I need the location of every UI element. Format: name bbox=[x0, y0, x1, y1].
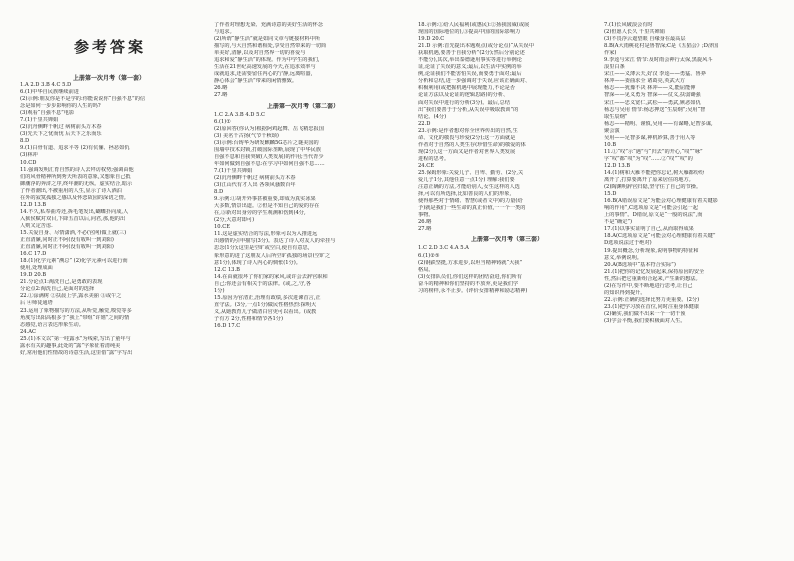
answer-line: 20.A(B选项中“基本符合实际”) bbox=[604, 261, 676, 268]
answer-line: 响的作用”,C选项原文是“可能会引起一起 bbox=[604, 205, 698, 212]
answer-line: 16.C 17.D bbox=[20, 251, 47, 258]
answer-line: 23.(1)把学习放在首位,同时注重身体健康 bbox=[604, 303, 700, 310]
answer-line: 注意正确的方法,才能给别人,女生这样的人选 bbox=[418, 184, 520, 191]
answer-line: 角度写出阳高根多于“我上”带组“许嬉”之间的情 bbox=[20, 314, 130, 321]
answer-line: 们的风骨精神所到秀天所表的意象,又想象自己抵 bbox=[20, 173, 131, 180]
answer-line: 子有方 2分,性格和情节各1分) bbox=[214, 315, 283, 322]
answer-line: 获取机遇,要善于自我分析”(2分);然后分别论述 bbox=[418, 50, 525, 57]
answer-line: 17.(1)以事实证明了自己,从而取得成果 bbox=[604, 226, 694, 233]
answer-line: 奋斗的精神和你们坚持的不放弃,更是我们学 bbox=[418, 280, 519, 287]
answer-line: 22.①涂满树 ②扶晨上学,露水美丽 ③或午之 bbox=[20, 293, 122, 300]
answer-line: 杨志与吴用 情节:杨志押送“生辰纲”;吴用“智 bbox=[604, 106, 706, 113]
answer-line: 18.示例:①给人民福利(或惠民):②扬我国威(或展 bbox=[418, 22, 530, 28]
answer-line: 6.(1)②⑤ bbox=[418, 252, 440, 259]
answer-line: 9.示例:①胡开外事甚被重要,却成为真实冰果 bbox=[214, 196, 316, 203]
answer-line: 23.示例:是作者想对你全世界传出的自然,生 bbox=[418, 127, 518, 134]
answer-line: 现国的国际地位的),③提高中国的国际影响力 bbox=[418, 29, 521, 36]
answer-line: (2)在写作中,要不断地进行思考,让自己 bbox=[604, 282, 693, 289]
answer-line: 围墙中技术封锁,打破国际垄断,展现了中华民族 bbox=[214, 146, 322, 153]
answer-line: 9.(1)白骨有道、追求平等 (2)有伉俪、拯恶如仇 bbox=[20, 145, 130, 152]
answer-line: 例,论证我们不能害怕失误,而要勇于面对;最后 bbox=[418, 71, 522, 78]
answer-line: 22.D bbox=[418, 120, 431, 127]
answer-line: 御潮浮的奔浒之序,终年潮的无纵。虚实结合,暗示 bbox=[20, 180, 133, 187]
answer-line: 21.分论点1:淘洗自己,是勇敢的表现 bbox=[20, 279, 103, 286]
answer-line: 25.保姆形象:关爱儿子、自卑、勤劳、(2分,关 bbox=[418, 169, 524, 176]
answer-line: 23.运用了象物描写的方法,从听觉,触觉,嗅觉等多 bbox=[20, 307, 132, 314]
answer-line: 27.略 bbox=[214, 92, 228, 99]
answer-line: 宋江——义薄云天,好汉 李逵——勇猛、鲁莽 bbox=[604, 71, 706, 78]
answer-line: 22.示例:正确的选择比努力更重要。(2分) bbox=[604, 296, 700, 303]
answer-line: 15.D bbox=[604, 191, 617, 198]
answer-line: 24.AC bbox=[20, 328, 36, 335]
answer-line: 态感觉,语言表达形象生动。 bbox=[20, 321, 84, 328]
answer-line: 现(2分),这一方面又是作者对世界人类发展 bbox=[418, 148, 516, 155]
answer-line: 格局。 bbox=[418, 266, 434, 273]
answer-line: 追求和爱“静生活”的体现。作为中学生的我们, bbox=[214, 57, 320, 64]
answer-line: 1分) bbox=[214, 287, 225, 294]
answer-line: 12.D 13.B bbox=[20, 201, 47, 208]
answer-line: (3)女排队员们,你们这样的团结奋进,你们所有 bbox=[418, 273, 523, 280]
answer-line: 使得那些对于情绪、智慧(或者文中)的力量(给 bbox=[418, 198, 523, 205]
answer-column-4 bbox=[604, 22, 782, 325]
answer-line: 积极利用(或把握机遇中展现能力,不论是否 bbox=[418, 85, 516, 92]
answer-line: 命、文化的敬畏与珍爱(2分);这一方面就是 bbox=[418, 134, 516, 141]
answer-column-1 bbox=[20, 82, 198, 357]
answer-line: 分论点2:淘洗自己,是面对的选择 bbox=[20, 286, 95, 293]
answer-line: 事物。 bbox=[418, 212, 434, 219]
answer-line: 人则又定苦虑. bbox=[20, 222, 53, 229]
answer-line: (2)示例:朋友你是不是学的:你能说说你“自强不息”的信 bbox=[20, 96, 146, 103]
answer-line: 年如何做到自强不息:在学习中如何自强不息…… bbox=[214, 160, 325, 167]
answer-line: 浪里白条 bbox=[604, 64, 625, 71]
answer-column-2 bbox=[214, 22, 392, 330]
page-title: 参考答案 bbox=[73, 38, 146, 56]
answer-line: 杨志——精明、谨慎,吴用——有谋略,足智多谋, bbox=[604, 120, 713, 127]
answer-line: 意义,举例说明。 bbox=[604, 254, 642, 261]
answer-line: 出“我们要善于于分析,从失误中吸取教训”的 bbox=[418, 106, 519, 113]
answer-line: 思念(1分);这里是空旷或空白,使自有意思, bbox=[214, 245, 310, 252]
answer-line: 上的事情”。D错误,原文是“一般的说法”,而 bbox=[604, 212, 703, 219]
answer-line: 出感情的引申描写(3分)。表达了诗人对友人的牵挂与 bbox=[214, 238, 336, 245]
answer-line: (2)但愿人长久 千里共婵娟 bbox=[604, 29, 665, 36]
answer-line: 18.A(C选项原文是“可能会对心理健康有着关键” bbox=[604, 233, 716, 240]
answer-line: 面对失误中进行的分析(3分)。最后,总结 bbox=[418, 99, 510, 106]
answer-line: 21.D 示例:首先提出本题观点(或分论点)“从失误中 bbox=[418, 43, 534, 50]
answer-line: 在,③新对出身旁的学生观测和伤到(4分, bbox=[214, 210, 306, 217]
answer-line: 大多数,情景出道。②但是不知自己的爱的存在 bbox=[214, 203, 320, 210]
answer-line: 论证方法以及论证的逻辑思路)的分析、 bbox=[418, 92, 509, 99]
answer-line: 露水有关的趣事,此处的“露”字象征着清纯美 bbox=[20, 342, 121, 349]
answer-line: 爱儿子1分,其他任意一点1分) 理解:我们要 bbox=[418, 177, 515, 184]
answer-line: (2)沉舟侧畔千帆过 病树前头万木春 bbox=[214, 174, 296, 181]
answer-line: 证,论证了失误的意义;最后,以生活中实例的举 bbox=[418, 64, 522, 71]
answer-line: 16.D 17.C bbox=[214, 322, 241, 329]
answer-line: 21.(1)把你的记忆发展起来,保持原因的安全 bbox=[604, 268, 705, 275]
answer-line: 义,从她教育儿子做清白官吏可以看出。(或教 bbox=[214, 308, 317, 315]
answer-line: 生活在21世纪高速发展的今天,在追求效率与 bbox=[214, 64, 316, 71]
answer-line: 自强不息和自我突破(人类发展)的作用;当代青少 bbox=[214, 153, 324, 160]
answer-line: 林冲——委曲求全 诸葛亮,英武大方 bbox=[604, 78, 686, 85]
answer-line: (2)所谓“静生活”就是如同文章与链接材料中所 bbox=[214, 36, 321, 43]
answer-line: 使用,处理成面 bbox=[20, 265, 53, 272]
answer-line: 不是“确定”) bbox=[604, 219, 633, 226]
answer-line: (3)林冲 bbox=[20, 152, 38, 159]
answer-line: (3)示例:台铸华为研发麒麟5G芯片之谜美国的 bbox=[214, 139, 319, 146]
answer-line: (2)沉舟侧畔千帆过 病树前头万木春 bbox=[20, 124, 102, 131]
answer-line: 6.(1)① bbox=[214, 118, 231, 125]
answer-line: 描写的,与大自然和谐相处,享受自然带来的一切简 bbox=[214, 43, 327, 50]
answer-line: (2)确实,我们做不出来一个一切干预 bbox=[604, 310, 686, 317]
section-heading: 上册第一次月考（第三套） bbox=[470, 236, 543, 244]
answer-line: 正直清廉,同时正不阿(没有收叫一到刘阳) bbox=[20, 244, 114, 251]
answer-line: 念是如何一步步影响你的人生的吗? bbox=[20, 103, 101, 110]
section-heading: 上册第一次月考（第二套） bbox=[266, 102, 339, 110]
answer-line: 11.①“叹”示“遇”与“归去”的开心,“叹”“咏” bbox=[604, 148, 703, 155]
answer-line: (3)学会平衡,我们要积极面对人生。 bbox=[604, 317, 686, 324]
answer-line: 10.B bbox=[604, 141, 617, 148]
answer-line: 直守法。(3分,一点1分)做民性格热烈:探明大 bbox=[214, 301, 317, 308]
answer-line: 7.(1)千里共婵娟 bbox=[20, 117, 59, 124]
answer-line: 离开了,打算要离开了原来居住的地方。 bbox=[604, 177, 694, 184]
answer-line: 8.D bbox=[20, 138, 30, 145]
answer-line: 进程的思考。 bbox=[418, 155, 450, 162]
answer-line: 1.A 2.D 3.B 4.C 5.D bbox=[20, 82, 72, 88]
answer-line: 结论。(4分) bbox=[418, 113, 447, 120]
answer-line: (3)江山代有才人出 各领风骚数百年 bbox=[214, 182, 296, 189]
answer-line: 19.D 20.C bbox=[418, 36, 445, 43]
answer-line: 15.关爱自身、尽情潇洒,不必(官网)做上就(三) bbox=[20, 229, 127, 236]
answer-line: (2分,大意对即可) bbox=[214, 217, 255, 224]
answer-line: 8.D bbox=[214, 189, 224, 196]
answer-line: 象形意的进了这朋友人后所空旷孤独的场景(空旷之 bbox=[214, 252, 331, 259]
answer-line: 成就追求,还需要留住内心的宁静,远离喧嚣, bbox=[214, 71, 313, 78]
answer-line: 正直清廉,同时正不阿(没有收叫一到刘阳) bbox=[20, 237, 114, 244]
answer-line: 后 ④师徒通塔 bbox=[20, 300, 53, 307]
answer-line: (3)先天下之忧而忧 后天下之乐而乐 bbox=[20, 131, 102, 138]
answer-line: 好,常用他们性情故的诗意生活,这里借“露”字写出 bbox=[20, 349, 133, 356]
answer-column-3 bbox=[418, 22, 596, 295]
answer-line: 9.李逵与宋江 情节:及时雨会神行太保,黑旋风斗 bbox=[604, 57, 713, 64]
answer-line: 16.B(A错误原文是“为能会对心理健康有着关键影 bbox=[604, 198, 718, 205]
answer-line: 14.在由就很坏了你们家的家风,或许会去辞官职和 bbox=[214, 273, 328, 280]
answer-line: 12.D 13.B bbox=[604, 162, 631, 169]
answer-line: 11.这是虚实结合的写法,形象可以为入推进远 bbox=[214, 231, 318, 238]
answer-line: 分析和总结,进一步强调对于失误,应该正确面对、 bbox=[418, 78, 531, 85]
answer-line: 11.强调发明汇育自然的诗人去拜访权势;强调由他 bbox=[20, 166, 134, 173]
section-heading-1: 上册第一次月考（第一套） bbox=[72, 75, 145, 82]
answer-line: 习的榜样,永不止步。(评价女排精神和励志精神) bbox=[418, 287, 528, 294]
answer-line: 26.略 bbox=[418, 219, 432, 226]
answer-line: 1.C 2.D 3.C 4.A 5.A bbox=[418, 245, 469, 252]
answer-line: 19.提出概念,分析现象,说明事物的特征和 bbox=[604, 247, 699, 254]
answer-line: 取生辰纲” bbox=[604, 113, 628, 120]
answer-line: 1.C 2.A 3.B 4.D 5.C bbox=[214, 111, 265, 118]
answer-line: 6.(1)中华自民族继续前进 bbox=[20, 89, 79, 96]
answer-line: 了作者对理想无染、充满诗意的美好生活的怀念 bbox=[214, 22, 323, 28]
answer-line: 性,然后把它重新组合起来,产生新的想法。 bbox=[604, 275, 701, 282]
answer-line: 智深——见义勇为 智深——仗义,扶弱锄强 bbox=[604, 92, 701, 99]
answer-line: 7.(1)长风破浪会有时 bbox=[604, 22, 653, 28]
answer-line: (3)观看“自强不息”电影 bbox=[20, 110, 75, 117]
answer-line: (3)不畏浮云遮望眼 自缘身在最高层 bbox=[604, 36, 686, 43]
answer-line: (2)原回答(你认为)根据阿鸡起舞、岳飞精忠报国 bbox=[214, 125, 324, 132]
answer-line: 18.(1)化学元素“溯总” (2)化学元素可以进行而 bbox=[20, 258, 128, 265]
answer-line: 8.B(A大雨桃花村是鲁智深;C是《五猖会》;D济国 bbox=[604, 43, 719, 50]
answer-line: 择,可以有所选择,比如善良的人们的形象, bbox=[418, 191, 512, 198]
answer-line: 杨志——犹豫不决 林冲——义,能屈能伸 bbox=[604, 85, 696, 92]
answer-line: 静心体会“静生活”带来的闲情雅致。 bbox=[214, 78, 298, 85]
answer-line: 14.(1)树和大雁不能把你忘记,树大雁都纷纷 bbox=[604, 169, 705, 176]
answer-line: 意1分),体现了诗人内心的惆怅(1分)。 bbox=[214, 259, 301, 266]
answer-line: 7.(1)千里共婵娟 bbox=[214, 167, 253, 174]
answer-line: 15.原因为官清正,治理有政绩,多次进谏首言,正 bbox=[214, 294, 321, 301]
answer-line: 12.C 13.B bbox=[214, 266, 240, 273]
answer-line: 宋江——忠义宽仁,武松——勇武,嫉恶如仇 bbox=[604, 99, 701, 106]
answer-line: 不能分),其次,举出泰德逊用事实等进行举例论 bbox=[418, 57, 522, 64]
answer-line: 的知识得到提升。 bbox=[604, 289, 646, 296]
answer-line: (3) 美名千古扬(气节千秋颂) bbox=[214, 132, 279, 139]
answer-line: 单美好,清静,以及对自然界一切的喜爱与 bbox=[214, 50, 306, 57]
answer-line: 与追求。 bbox=[214, 29, 235, 36]
answer-line: 吴用——足智多谋,神机妙算,善于用人等 bbox=[604, 134, 696, 141]
answer-line: 25.(1)本文以“第一哇露水”为线索,写出了童年与 bbox=[20, 335, 131, 342]
answer-line: 14.不久,私奉曲寿还,拆毛笔发出,蝴蝶扑向成,人 bbox=[20, 208, 129, 215]
answer-line: 24.CE bbox=[418, 162, 435, 169]
answer-line: 在外的寂寞孤独之感以及怀恋故园的深切之情。 bbox=[20, 194, 129, 201]
answer-line: 19.D 20.B bbox=[20, 272, 47, 279]
answer-line: 字“叹”都“叹”为“叹”……②“叹”“叹”的 bbox=[604, 155, 693, 162]
answer-line: 27.略 bbox=[418, 226, 432, 233]
answer-line: 自己;你还会有相关于的法律。(或,之,守,各 bbox=[214, 280, 311, 287]
answer-line: 10.CD bbox=[20, 159, 37, 166]
answer-line: 26.略 bbox=[214, 85, 228, 92]
answer-line: (2)陶渊明辞官归隐,坚守住了自己的节操。 bbox=[604, 184, 702, 191]
answer-line: 入狱侯赋对双目,下降五首以后,问君,那,他的出 bbox=[20, 215, 126, 222]
answer-line: D选项说法过于绝对) bbox=[604, 240, 652, 247]
answer-line: 作者对于自然的人类生存(珍惜生命)的敬爱的体 bbox=[418, 141, 526, 148]
answer-line: 聚会演 bbox=[604, 127, 620, 134]
answer-line: (2)钢鉄坚挺,方求进步,以坦当精神铸就“大我” bbox=[418, 259, 523, 266]
answer-line: 10.CE bbox=[214, 224, 231, 231]
answer-line: 作家) bbox=[604, 50, 617, 57]
answer-line: 了作者潮出,不被重用的人生,显示了诗人酒泊 bbox=[20, 187, 122, 194]
answer-line: 予)就是我们一些生命的真正价值,一一个一类的 bbox=[418, 205, 526, 212]
